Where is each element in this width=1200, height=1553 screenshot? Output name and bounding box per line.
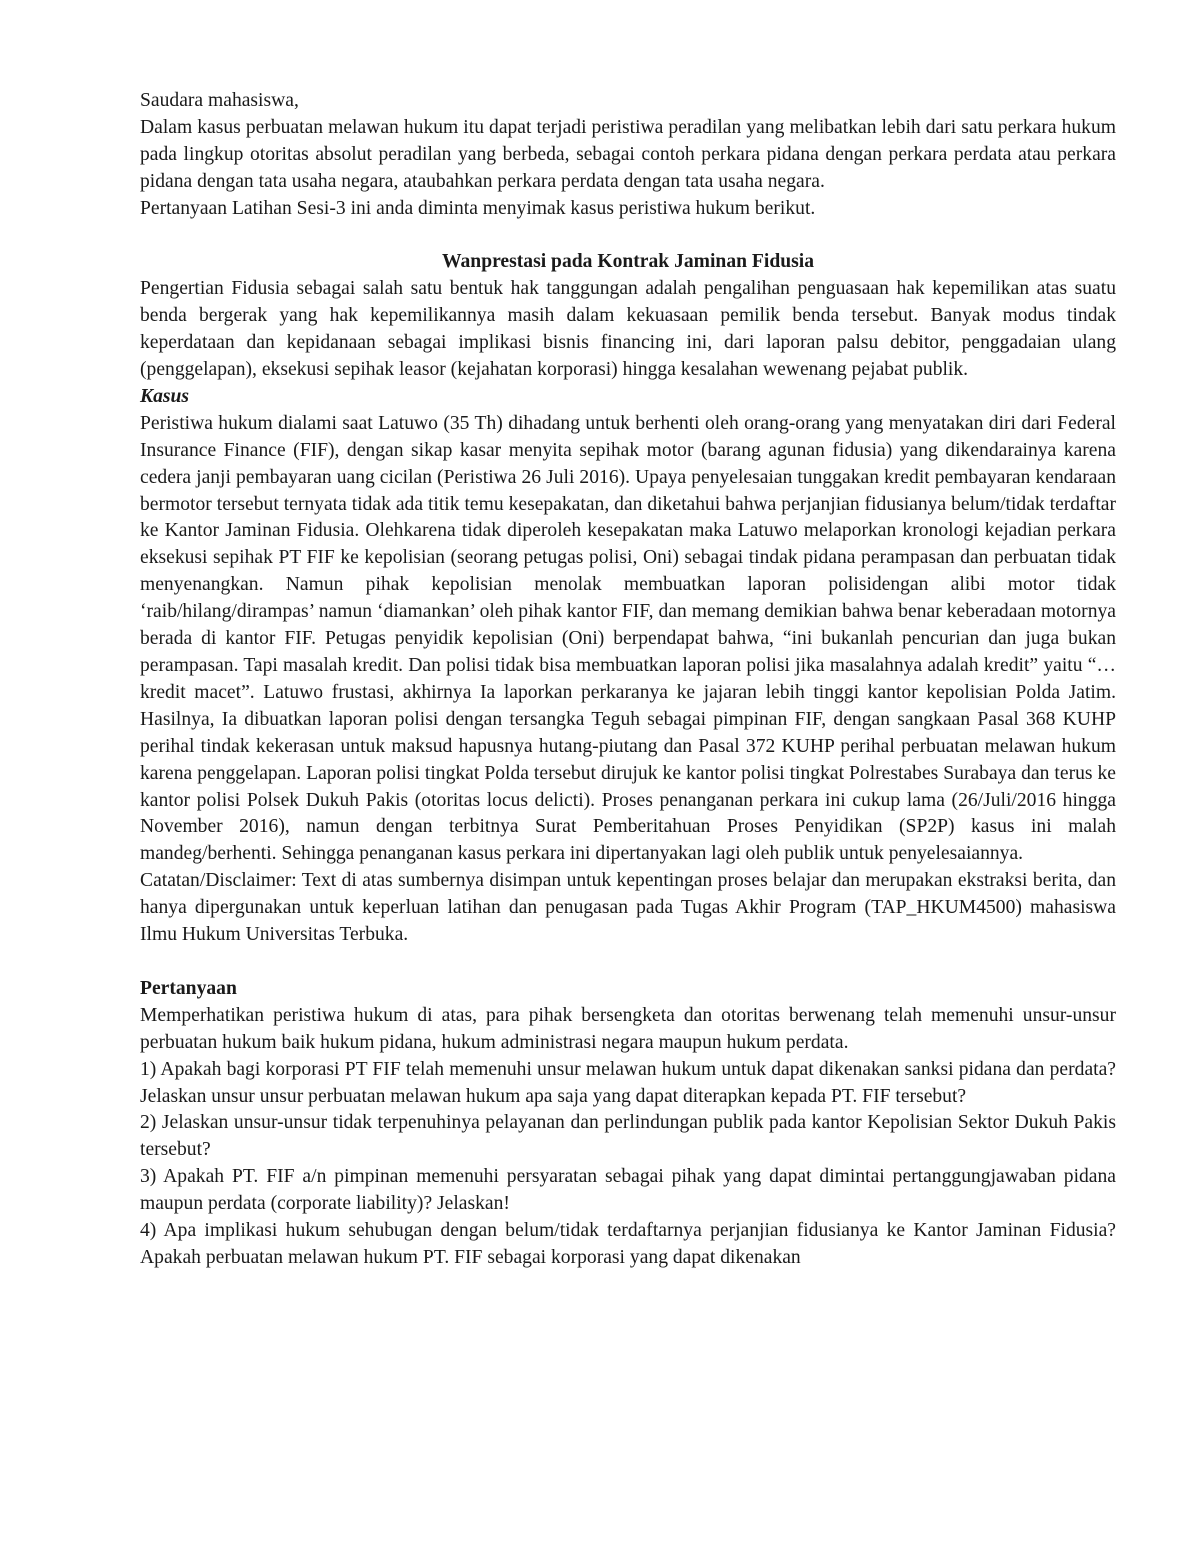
question-item-2: 2) Jelaskan unsur-unsur tidak terpenuhinya pelayanan dan perlindungan publik pada kantor Kepolisian Sektor Dukuh Pakis tersebut? [140,1112,1116,1161]
instruction: Pertanyaan Latihan Sesi-3 ini anda diminta menyimak kasus peristiwa hukum berikut. [140,197,816,219]
kasus-paragraph: Peristiwa hukum dialami saat Latuwo (35 Th) dihadang untuk berhenti oleh orang-orang yang menyatakan diri dari Federal Insurance Finance (FIF), dengan sikap kasar menyita sepihak motor (barang agunan fidusia) yang dikendarainya karena cedera janji pembayaran uang cicilan (Peristiwa 26 Juli 2016). Upaya penyelesaian tunggakan kredit pembayaran kendaraan bermotor tersebut ternyata tidak ada titik temu kesepakatan, dan diketahui bahwa perjanjian fidusianya belum/tidak terdaftar ke Kantor Jaminan Fidusia. Olehkarena tidak diperoleh kesepakatan maka Latuwo melaporkan kronologi kejadian perkara eksekusi sepihak PT FIF ke kepolisian (seorang petugas polisi, Oni) sebagai tindak pidana perampasan dan perbuatan tidak menyenangkan. Namun pihak kepolisian menolak membuatkan laporan polisidengan alibi motor tidak ‘raib/hilang/dirampas’ namun ‘diamankan’ oleh pihak kantor FIF, dan memang demikian bahwa benar keberadaan motornya berada di kantor FIF. Petugas penyidik kepolisian (Oni) berpendapat bahwa, “ini bukanlah pencurian dan juga bukan perampasan. Tapi masalah kredit. Dan polisi tidak bisa membuatkan laporan polisi jika masalahnya adalah kredit” yaitu “… kredit macet”. Latuwo frustasi, akhirnya Ia laporkan perkaranya ke jajaran lebih tinggi kantor kepolisian Polda Jatim. Hasilnya, Ia dibuatkan laporan polisi dengan tersangka Teguh sebagai pimpinan FIF, dengan sangkaan Pasal 368 KUHP perihal tindak kekerasan untuk maksud hapusnya hutang-piutang dan Pasal 372 KUHP perihal perbuatan melawan hukum karena penggelapan. Laporan polisi tingkat Polda tersebut dirujuk ke kantor polisi tingkat Polrestabes Surabaya dan terus ke kantor polisi Polsek Dukuh Pakis (otoritas locus delicti). Proses penanganan perkara ini cukup lama (26/Juli/2016 hingga November 2016), namun dengan terbitnya Surat Pemberitahuan Proses Penyidikan (SP2P) kasus ini malah mandeg/berhenti. Sehingga penanganan kasus perkara ini dipertanyakan lagi oleh publik untuk penyelesaiannya. [140,412,1116,865]
greeting: Saudara mahasiswa, [140,90,299,111]
document-page [140,88,1116,1272]
question-item-1: 1) Apakah bagi korporasi PT FIF telah memenuhi unsur melawan hukum untuk dapat dikenakan sanksi pidana dan perdata? Jelaskan unsur unsur perbuatan melawan hukum apa saja yang dapat diterapkan kepada PT. FIF tersebut? [140,1058,1116,1107]
article-title: Wanprestasi pada Kontrak Jaminan Fidusia [441,251,814,273]
pertanyaan-heading: Pertanyaan [140,977,237,999]
intro-paragraph: Dalam kasus perbuatan melawan hukum itu dapat terjadi peristiwa peradilan yang melibatkan lebih dari satu perkara hukum pada lingkup otoritas absolut peradilan yang berbeda, sebagai contoh perkara pidana dengan perkara perdata atau perkara pidana dengan tata usaha negara, ataubahkan perkara perdata dengan tata usaha negara. [140,116,1116,192]
definition-paragraph: Pengertian Fidusia sebagai salah satu bentuk hak tanggungan adalah pengalihan penguasaan hak kepemilikan atas suatu benda bergerak yang hak kepemilikannya masih dalam kekuasaan pemilik benda tersebut. Banyak modus tindak keperdataan dan kepidanaan sebagai implikasi bisnis financing ini, dari laporan palsu debitor, penggadaian ulang (penggelapan), eksekusi sepihak leasor (kejahatan korporasi) hingga kesalahan wewenang pejabat publik. [140,278,1116,381]
question-item-3: 3) Apakah PT. FIF a/n pimpinan memenuhi persyaratan sebagai pihak yang dapat dimintai pertanggungjawaban pidana maupun perdata (corporate liability)? Jelaskan! [140,1166,1116,1215]
pertanyaan-intro: Memperhatikan peristiwa hukum di atas, para pihak bersengketa dan otoritas berwenang telah memenuhi unsur-unsur perbuatan hukum baik hukum pidana, hukum administrasi negara maupun hukum perdata. [140,1004,1116,1053]
question-item-4: 4) Apa implikasi hukum sehubugan dengan belum/tidak terdaftarnya perjanjian fidusianya ke Kantor Jaminan Fidusia? Apakah perbuatan melawan hukum PT. FIF sebagai korporasi yang dapat dikenakan [140,1220,1116,1268]
kasus-heading: Kasus [140,385,190,407]
disclaimer-paragraph: Catatan/Disclaimer: Text di atas sumbernya disimpan untuk kepentingan proses belajar dan merupakan ekstraksi berita, dan hanya dipergunakan untuk keperluan latihan dan penugasan pada Tugas Akhir Program (TAP_HKUM4500) mahasiswa Ilmu Hukum Universitas Terbuka. [140,870,1116,946]
